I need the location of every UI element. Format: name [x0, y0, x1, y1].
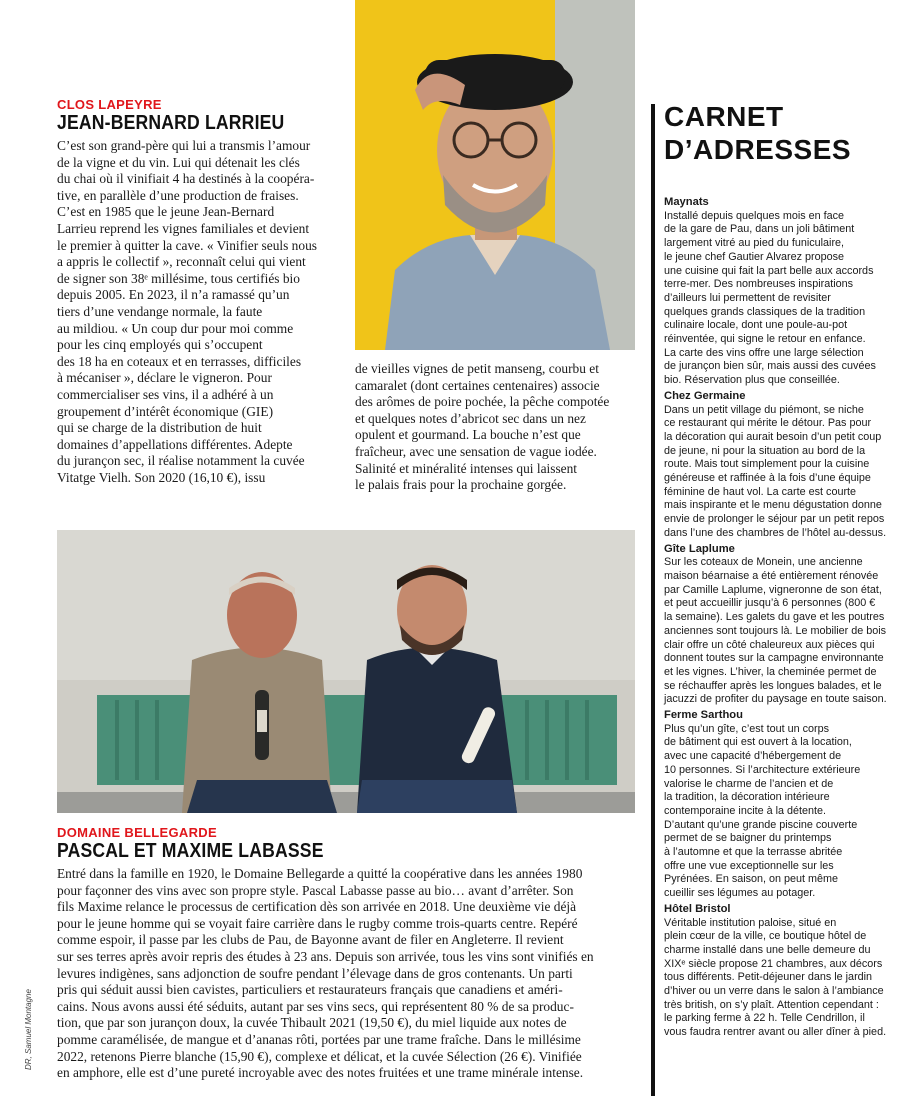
text-line: Plus qu’un gîte, c’est tout un corps [664, 722, 830, 735]
text-line: cueillir ses légumes au potager. [664, 887, 816, 900]
section1-column-1 [57, 138, 342, 486]
text-line: 2022, retenons Pierre blanche (15,90 €), complexe et délicat, et la cuvée Sélection (26 €). Vinifiée [57, 1048, 582, 1064]
section1-column-2 [355, 361, 640, 494]
photo-credit: DR, Samuel Montagne [24, 989, 33, 1070]
text-line: le palais frais pour la prochaine gorgée. [355, 477, 567, 493]
section2-body [57, 866, 642, 1082]
text-line: donnent toutes sur la campagne environnante [664, 652, 884, 665]
entry-name: Gîte Laplume [664, 542, 735, 555]
text-line: du jurançon sec, il réalise notamment la cuvée [57, 453, 305, 469]
text-line: commercialiser ses vins, il a adhéré à un [57, 386, 274, 402]
text-line: Véritable institution paloise, situé en [664, 916, 837, 929]
text-line: domaines d’appellations différentes. Adepte [57, 436, 293, 452]
text-line: de la gare de Pau, dans un joli bâtiment [664, 223, 855, 236]
carnet-title-line-1: CARNET [664, 101, 784, 132]
section2-kicker: DOMAINE BELLEGARDE [57, 825, 217, 840]
text-line: la décoration qui aurait besoin d’un petit coup [664, 430, 882, 443]
text-line: 10 personnes. Si l’architecture extérieure [664, 763, 861, 776]
text-line: d’ailleurs lui permettent de revisiter [664, 291, 831, 304]
text-line: cains. Nous avons aussi été séduits, autant par ses vins secs, qui représentent 80 % de sa produc- [57, 998, 574, 1014]
carnet-entries [664, 196, 914, 1040]
text-line: camaralet (dont certaines centenaires) associe [355, 377, 600, 393]
text-line: au mildiou. « Un coup dur pour moi comme [57, 320, 294, 336]
text-line: de signer son 38ᵉ millésime, tous certifiés bio [57, 270, 300, 286]
carnet-title [664, 100, 851, 166]
text-line: tion, que par son jurançon doux, la cuvée Thibault 2021 (19,50 €), du miel liquide aux notes de [57, 1015, 567, 1031]
text-line: pomme caramélisée, de mangue et d’ananas rôti, portées par une trame fraîche. Dans le millésime [57, 1031, 581, 1047]
text-line: valorise le charme de l’ancien et de [664, 777, 834, 790]
text-line: très british, on s’y plaît. Attention cependant : [664, 998, 879, 1011]
text-line: plein cœur de la ville, ce boutique hôtel de [664, 930, 867, 943]
text-line: de jeune, ni pour la situation au bord de la [664, 444, 866, 457]
text-line: C’est son grand-père qui lui a transmis l’amour [57, 138, 311, 153]
entry-name: Ferme Sarthou [664, 709, 743, 722]
text-line: Sur les coteaux de Monein, une ancienne [664, 556, 863, 569]
text-line: opulent et gourmand. La bouche n’est que [355, 427, 581, 443]
text-line: Pyrénées. En saison, on peut même [664, 873, 839, 886]
text-line: XIXᵉ siècle propose 21 chambres, aux décors [664, 957, 883, 970]
text-line: terre-mer. Des nombreuses inspirations [664, 278, 854, 291]
text-line: dans l’une des chambres de l’hôtel au-dessus. [664, 526, 887, 539]
text-line: du chai où il vinifiait 4 ha destinés à la coopéra- [57, 171, 315, 187]
text-line: jacuzzi de profiter du paysage en toute saison. [664, 693, 887, 706]
text-line: par Camille Laplume, vigneronne de son état, [664, 583, 882, 596]
text-line: Salinité et minéralité intenses qui laissent [355, 460, 578, 476]
text-line: pour façonner des vins avec son propre style. Pascal Labasse passe au bio… avant d’arrêter. Son [57, 882, 574, 898]
text-line: de la vigne et du vin. Lui qui détenait les clés [57, 154, 300, 170]
text-line: et peut accueillir jusqu’à 6 personnes (800 € [664, 597, 876, 610]
text-line: groupement d’intérêt économique (GIE) [57, 403, 274, 419]
text-line: vous faudra rentrer avant ou aller dîner à pied. [664, 1026, 887, 1039]
text-line: en amphore, elle est d’une pureté incroyable avec des notes fruitées et une trame minérale intense. [57, 1065, 584, 1081]
text-line: mais inspirante et le menu dégustation donne [664, 499, 882, 512]
text-line: et quelques notes d’abricot sec dans un nez [355, 410, 586, 426]
text-line: fils Maxime relance le processus de certification dès son arrivée en 2018. Une deuxième vie déjà [57, 899, 577, 915]
text-line: féminine de haut vol. La carte est courte [664, 485, 857, 498]
text-line: La carte des vins offre une large sélection [664, 346, 864, 359]
text-line: Dans un petit village du piémont, se niche [664, 403, 864, 416]
text-line: à mécaniser », déclare le vigneron. Pour [57, 370, 272, 386]
text-line: de jurançon bien sûr, mais aussi des cuvées [664, 360, 876, 373]
text-line: sur ses terres après avoir repris des études à 23 ans. Depuis son arrivée, tous les vins sont vinifiés en [57, 948, 594, 964]
text-line: Installé depuis quelques mois en face [664, 209, 845, 222]
text-line: bio. Réservation plus que conseillée. [664, 374, 840, 387]
entry-name: Maynats [664, 196, 709, 208]
text-line: qui se charge de la distribution de huit [57, 420, 262, 436]
text-line: des 18 ha en coteaux et en terrasses, difficiles [57, 353, 302, 369]
text-line: d’hiver ou un verre dans le salon à l’ambiance [664, 985, 884, 998]
entry-name: Hôtel Bristol [664, 902, 731, 915]
text-line: le jeune chef Gautier Alvarez propose [664, 250, 845, 263]
text-line: la tradition, la décoration intérieure [664, 791, 830, 804]
carnet-title-line-2: D’ADRESSES [664, 134, 852, 165]
text-line: le parking ferme à 22 h. Telle Cendrillon, il [664, 1012, 865, 1025]
text-line: maison béarnaise a été entièrement rénovée [664, 569, 879, 582]
text-line: tiers d’une vendange normale, la faute [57, 303, 263, 319]
text-line: tous différents. Petit-déjeuner dans le jardin [664, 971, 873, 984]
entry-name: Chez Germaine [664, 389, 746, 402]
text-line: depuis 2005. En 2023, il n’a ramassé qu’un [57, 287, 290, 303]
text-line: contemporaine incite à la détente. [664, 804, 827, 817]
text-line: de vieilles vignes de petit manseng, courbu et [355, 361, 599, 376]
text-line: avec une capacité d’hébergement de [664, 750, 842, 763]
text-line: et les vignes. L’hiver, la cheminée permet de [664, 665, 877, 678]
text-line: charme installé dans une belle demeure du [664, 943, 871, 956]
text-line: Larrieu reprend les vignes familiales et devient [57, 220, 310, 236]
text-line: clair offre un côté chaleureux aux pièces qui [664, 638, 875, 651]
text-line: à l’automne et que la terrasse abritée [664, 846, 843, 859]
text-line: anciennes sont toujours là. Le mobilier de bois [664, 624, 887, 637]
text-line: se réchauffer après les longues balades, et le [664, 679, 882, 692]
text-line: D’autant qu’une grande piscine couverte [664, 818, 858, 831]
text-line: Vitatge Vielh. Son 2020 (16,10 €), issu [57, 469, 266, 485]
text-line: a appris le collectif », reconnaît celui qui vient [57, 254, 306, 270]
text-line: culinaire locale, dont une poule-au-pot [664, 319, 848, 332]
text-line: offre une vue exceptionnelle sur les [664, 859, 834, 872]
text-line: le premier à quitter la cave. « Vinifier seuls nous [57, 237, 317, 253]
text-line: ce restaurant qui mérite le détour. Pas pour [664, 417, 872, 430]
text-line: permet de se baigner du printemps [664, 832, 832, 845]
text-line: de bâtiment qui est ouvert à la location, [664, 736, 852, 749]
text-line: route. Mais tout simplement pour la cuisine [664, 458, 870, 471]
portrait-illustration [355, 0, 635, 350]
text-line: levures indigènes, sans adjonction de soufre pendant l’élevage dans de gros contenants. Un parti [57, 965, 573, 981]
text-line: pour le jeune homme qui se voyait faire carrière dans le rugby comme trois-quarts centre. Repéré [57, 915, 578, 931]
text-line: tive, en parallèle d’une production de fraises. [57, 187, 299, 203]
section2-title: PASCAL ET MAXIME LABASSE [57, 840, 324, 862]
sidebar-divider [651, 104, 655, 1096]
section1-kicker: CLOS LAPEYRE [57, 97, 162, 112]
text-line: la semaine). Les galets du gave et les poutres [664, 611, 885, 624]
text-line: pris qui séduit aussi bien cavistes, particuliers et restaurateurs français que canadiens et améri- [57, 982, 563, 998]
text-line: généreuse et raffinée à la fois d’une équipe [664, 472, 871, 485]
text-line: réinventée, qui signe le retour en enfance. [664, 333, 866, 346]
text-line: comme espoir, il passe par les clubs de Pau, de Bayonne avant de filer en Angleterre. Il revient [57, 932, 564, 948]
text-line: Entré dans la famille en 1920, le Domaine Bellegarde a quitté la coopérative dans les années 1980 [57, 866, 583, 881]
text-line: C’est en 1985 que le jeune Jean-Bernard [57, 204, 275, 220]
text-line: quelques grands classiques de la tradition [664, 305, 866, 318]
duo-illustration [57, 530, 635, 813]
text-line: envie de prolonger le séjour par un petit repos [664, 513, 885, 526]
portrait-photo-larrieu [355, 0, 635, 350]
text-line: une cuisine qui fait la part belle aux accords [664, 264, 874, 277]
text-line: fraîcheur, avec une sensation de vague iodée. [355, 443, 597, 459]
text-line: largement vitré au pied du funiculaire, [664, 237, 845, 250]
text-line: pour les cinq employés qui s’occupent [57, 337, 263, 353]
text-line: des arômes de poire pochée, la pêche compotée [355, 394, 610, 410]
section1-title: JEAN-BERNARD LARRIEU [57, 112, 285, 134]
photo-labasse-duo [57, 530, 635, 813]
